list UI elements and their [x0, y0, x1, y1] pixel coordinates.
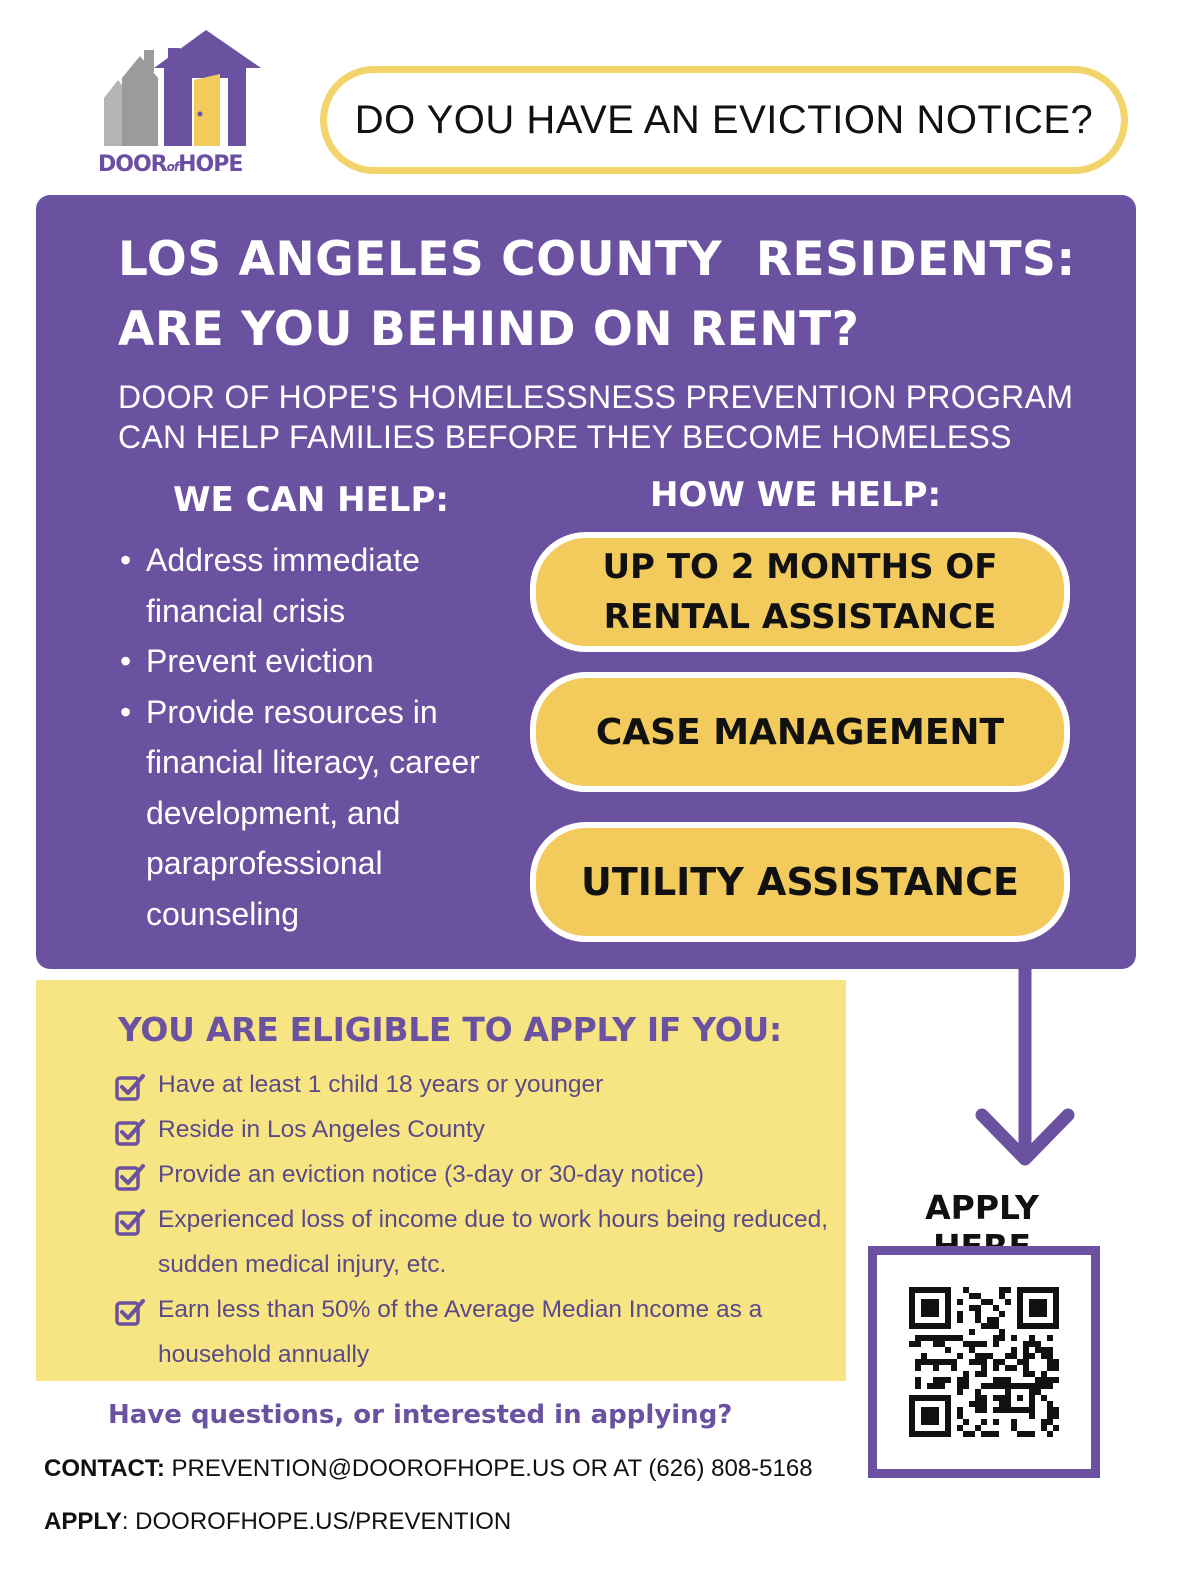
- we-can-help-title: WE CAN HELP:: [173, 480, 449, 520]
- rental-assistance-line-2: RENTAL ASSISTANCE: [603, 597, 997, 637]
- eligibility-text: Reside in Los Angeles County: [158, 1116, 485, 1143]
- list-item: [114, 1107, 834, 1152]
- contact-line: [44, 1455, 813, 1483]
- apply-qr-code[interactable]: [868, 1246, 1100, 1478]
- checkbox-checked-icon: [114, 1072, 146, 1102]
- eligibility-list: [114, 1062, 834, 1377]
- list-item: • Prevent eviction: [120, 636, 510, 687]
- questions-prompt: Have questions, or interested in applying?: [108, 1400, 733, 1430]
- eviction-question-banner: [320, 66, 1128, 174]
- eligibility-text: Provide an eviction notice (3-day or 30-day notice): [158, 1161, 705, 1188]
- apply-line: [44, 1508, 511, 1536]
- eligibility-title: YOU ARE ELIGIBLE TO APPLY IF YOU:: [118, 1010, 782, 1049]
- we-can-help-list: [120, 535, 510, 939]
- list-item: [114, 1197, 834, 1287]
- eligibility-text: Experienced loss of income due to work hours being reduced, sudden medical injury, etc.: [158, 1206, 829, 1278]
- qr-code-icon[interactable]: [909, 1287, 1059, 1437]
- case-management-label: CASE MANAGEMENT: [595, 711, 1005, 753]
- logo-text: DOORofHOPE: [98, 152, 243, 177]
- main-info-panel: [36, 195, 1136, 969]
- list-item: [114, 1152, 834, 1197]
- house-icon: [96, 28, 266, 153]
- case-management-pill: [530, 672, 1070, 792]
- rental-assistance-line-1: UP TO 2 MONTHS OF: [602, 547, 998, 587]
- headline: [118, 225, 1128, 365]
- headline-line-2: ARE YOU BEHIND ON RENT?: [118, 302, 860, 357]
- checkbox-checked-icon: [114, 1117, 146, 1147]
- apply-label: APPLY: [44, 1508, 122, 1535]
- list-item: • Address immediate financial crisis: [120, 535, 510, 636]
- program-description: [118, 377, 1118, 457]
- apply-url[interactable]: : DOOROFHOPE.US/PREVENTION: [121, 1508, 512, 1535]
- door-of-hope-logo: [96, 28, 266, 188]
- checkbox-checked-icon: [114, 1297, 146, 1327]
- checkbox-checked-icon: [114, 1162, 146, 1192]
- eligibility-panel: [36, 980, 846, 1381]
- list-item: [114, 1287, 834, 1377]
- eviction-question-text: DO YOU HAVE AN EVICTION NOTICE?: [354, 97, 1094, 142]
- list-item: [114, 1062, 834, 1107]
- contact-label: CONTACT:: [44, 1455, 165, 1482]
- program-description-line-2: CAN HELP FAMILIES BEFORE THEY BECOME HOMELESS: [118, 419, 1012, 455]
- list-item: • Provide resources in financial literacy, career development, and paraprofessional counseling: [120, 687, 510, 940]
- how-we-help-title: HOW WE HELP:: [650, 475, 942, 515]
- utility-assistance-label: UTILITY ASSISTANCE: [581, 860, 1019, 904]
- eligibility-text: Earn less than 50% of the Average Median Income as a household annually: [158, 1296, 763, 1368]
- contact-value[interactable]: PREVENTION@DOOROFHOPE.US OR AT (626) 808-5168: [164, 1455, 813, 1482]
- headline-line-1: LOS ANGELES COUNTY RESIDENTS:: [118, 232, 1076, 287]
- apply-here-label: APPLY: [925, 1188, 1039, 1227]
- eligibility-text: Have at least 1 child 18 years or younger: [158, 1071, 604, 1098]
- rental-assistance-pill: [530, 532, 1070, 652]
- program-description-line-1: DOOR OF HOPE'S HOMELESSNESS PREVENTION PROGRAM: [118, 379, 1074, 415]
- arrow-down-icon: [970, 965, 1080, 1175]
- utility-assistance-pill: [530, 822, 1070, 942]
- checkbox-checked-icon: [114, 1207, 146, 1237]
